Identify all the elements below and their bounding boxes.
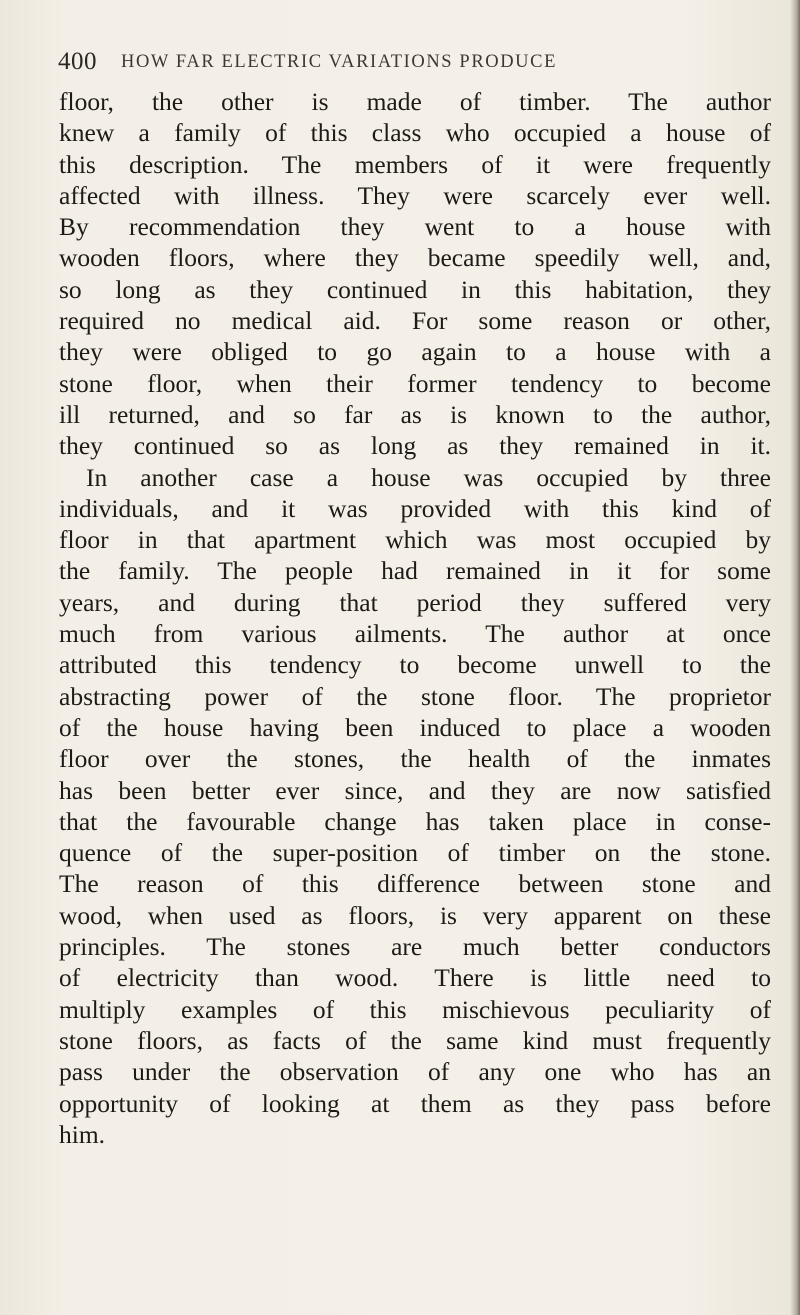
text-line: principles. The stones are much better conductors <box>59 932 771 962</box>
text-line: they continued so as long as they remained in it. <box>59 431 771 461</box>
text-line: so long as they continued in this habitation, they <box>59 274 771 304</box>
text-line: of the house having been induced to place a wooden <box>59 712 771 742</box>
text-line: quence of the super-position of timber on the stone. <box>59 838 771 868</box>
text-line: knew a family of this class who occupied a house of <box>59 118 771 148</box>
text-line: ill returned, and so far as is known to the author, <box>59 399 771 429</box>
body-text <box>59 86 771 1150</box>
page-edge-shadow <box>790 0 800 1315</box>
text-line: of electricity than wood. There is little need to <box>59 963 771 993</box>
text-line: years, and during that period they suffered very <box>59 587 771 617</box>
text-line: wood, when used as floors, is very apparent on these <box>59 900 771 930</box>
text-line: pass under the observation of any one who has an <box>59 1057 771 1087</box>
text-line: required no medical aid. For some reason or other, <box>59 306 771 336</box>
paragraph-1 <box>59 86 771 462</box>
running-head <box>58 48 778 82</box>
text-line: In another case a house was occupied by three <box>86 462 771 492</box>
paragraph-2 <box>59 462 771 1151</box>
text-line: abstracting power of the stone floor. The proprietor <box>59 681 771 711</box>
text-line: floor, the other is made of timber. The author <box>59 87 771 116</box>
text-line: the family. The people had remained in it for some <box>59 556 771 586</box>
text-line: multiply examples of this mischievous peculiarity of <box>59 994 771 1024</box>
text-line: affected with illness. They were scarcely ever well. <box>59 180 771 210</box>
text-line: individuals, and it was provided with this kind of <box>59 493 771 523</box>
text-line: The reason of this difference between stone and <box>59 869 771 899</box>
text-line: they were obliged to go again to a house with a <box>59 337 771 367</box>
running-head-title: HOW FAR ELECTRIC VARIATIONS PRODUCE <box>121 52 557 72</box>
text-line: stone floors, as facts of the same kind must frequently <box>59 1025 771 1055</box>
text-line: attributed this tendency to become unwell to the <box>59 650 771 680</box>
text-line: him. <box>59 1119 106 1149</box>
text-line: stone floor, when their former tendency to become <box>59 368 771 398</box>
text-line: floor over the stones, the health of the inmates <box>59 744 771 774</box>
text-line: wooden floors, where they became speedily well, and, <box>59 243 771 273</box>
page-number: 400 <box>58 48 97 75</box>
text-line: much from various ailments. The author at once <box>59 619 771 649</box>
text-line: that the favourable change has taken place in conse- <box>59 806 771 836</box>
text-line: has been better ever since, and they are now satisfied <box>59 775 771 805</box>
text-line: floor in that apartment which was most occupied by <box>59 525 771 555</box>
text-line: this description. The members of it were frequently <box>59 149 771 179</box>
text-line: By recommendation they went to a house with <box>59 212 771 242</box>
text-line: opportunity of looking at them as they pass before <box>59 1088 771 1118</box>
